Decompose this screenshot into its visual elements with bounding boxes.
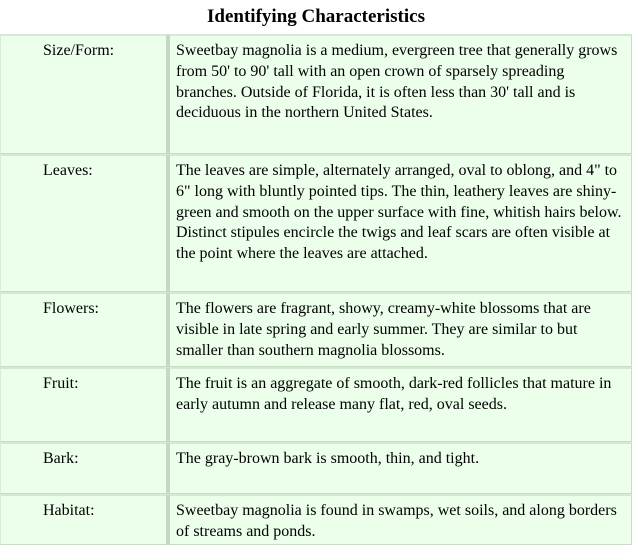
- row-description-fruit: The fruit is an aggregate of smooth, dark-red follicles that mature in early autumn and release many flat, red, oval seeds.: [168, 367, 632, 442]
- table-row-habitat: [0, 494, 632, 545]
- row-label-habitat: Habitat:: [0, 494, 168, 545]
- section-title: Identifying Characteristics: [0, 0, 632, 34]
- row-label-leaves: Leaves:: [0, 154, 168, 292]
- table-row-fruit: [0, 367, 632, 442]
- row-label-bark: Bark:: [0, 442, 168, 494]
- row-description-flowers: The flowers are fragrant, showy, creamy-white blossoms that are visible in late spring and early summer. They are similar to but smaller than southern magnolia blossoms.: [168, 292, 632, 367]
- row-description-bark: The gray-brown bark is smooth, thin, and tight.: [168, 442, 632, 494]
- table-row-bark: [0, 442, 632, 494]
- table-row-flowers: [0, 292, 632, 367]
- row-label-flowers: Flowers:: [0, 292, 168, 367]
- row-description-leaves: The leaves are simple, alternately arranged, oval to oblong, and 4" to 6" long with bluntly pointed tips. The thin, leathery leaves are shiny-green and smooth on the upper surface with fine, whitish hairs below. Distinct stipules encircle the twigs and leaf scars are often visible at the point where the leaves are attached.: [168, 154, 632, 292]
- characteristics-table: [0, 34, 632, 545]
- table-row-size-form: [0, 34, 632, 154]
- row-description-habitat: Sweetbay magnolia is found in swamps, wet soils, and along borders of streams and ponds.: [168, 494, 632, 545]
- row-description-size-form: Sweetbay magnolia is a medium, evergreen tree that generally grows from 50' to 90' tall with an open crown of sparsely spreading branches. Outside of Florida, it is often less than 30' tall and is deciduous in the northern United States.: [168, 34, 632, 154]
- table-row-leaves: [0, 154, 632, 292]
- row-label-fruit: Fruit:: [0, 367, 168, 442]
- row-label-size-form: Size/Form:: [0, 34, 168, 154]
